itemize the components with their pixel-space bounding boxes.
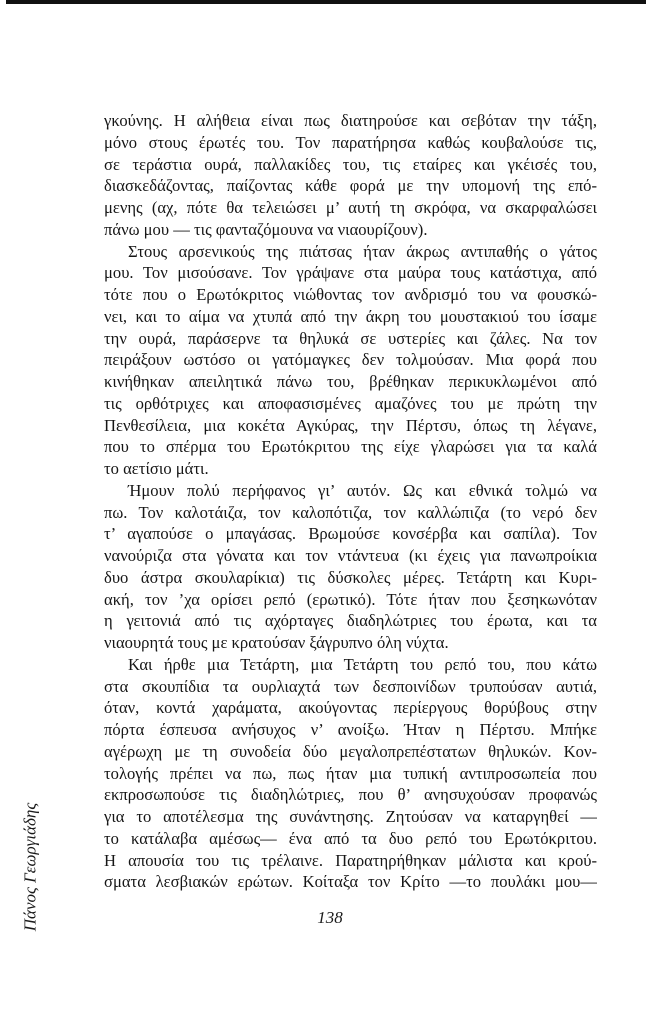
text-line: πάνω μου — τις φανταζόμουνα να νιαουρίζουν). <box>104 219 428 239</box>
text-line: το κατάλαβα αμέσως— ένα από τα δυο ρεπό του Ερωτόκριτου. <box>104 828 597 848</box>
text-line: η γειτονιά από τις αχόρταγες διαδηλώτριες του έρωτα, και τα <box>104 611 597 631</box>
text-line: τότε που ο Ερωτόκριτος νιώθοντας τον ανδρισμό του να φουσκώ- <box>104 285 597 304</box>
paragraph-4 <box>104 654 597 893</box>
text-line: τ’ αγαπούσε ο μπαγάσας. Βρωμούσε κονσέρβα και σαπίλα). Τον <box>104 524 597 544</box>
text-line: πόρτα έσπευσα ανήσυχος ν’ ανοίξω. Ήταν η Πέρτσυ. Μπήκε <box>104 720 597 739</box>
paragraph-1 <box>104 110 597 241</box>
text-line: γκούνης. Η αλήθεια είναι πως διατηρούσε και σεβόταν την τάξη, <box>104 111 597 130</box>
text-line: μου. Τον μισούσανε. Τον γράψανε στα μαύρα τους κατάστιχα, από <box>104 263 597 283</box>
text-line: στα σκουπίδια τα ουρλιαχτά των δεσποινίδων τρυπούσαν αυτιά, <box>104 676 597 696</box>
text-line: πειράξουν ωστόσο οι γατόμαγκες δεν τολμούσαν. Μια φορά που <box>104 350 597 370</box>
text-line: σε τεράστια ουρά, παλλακίδες του, τις εταίρες και γκέισές του, <box>104 154 597 174</box>
text-line: αγέρωχη με τη συνοδεία δύο μεγαλοπρεπέστατων θηλυκών. Κον- <box>104 741 597 761</box>
running-head-author <box>20 749 40 984</box>
text-line: Και ήρθε μια Τετάρτη, μια Τετάρτη του ρεπό του, που κάτω <box>128 654 597 674</box>
text-line: όταν, κοντά χαράματα, ακούγοντας περίεργους θορύβους στην <box>104 698 597 718</box>
text-line: την ουρά, παράσερνε τα θηλυκά σε υστερίες και ζάλες. Να τον <box>104 328 597 348</box>
text-line: νει, και το αίμα να χτυπά από την άκρη του μουστακιού του ίσαμε <box>104 306 597 326</box>
text-line: ακή, τον ’χα ορίσει ρεπό (ερωτικό). Τότε ήταν που ξεσηκωνόταν <box>104 589 597 609</box>
text-line: σματα λεσβιακών ερώτων. Κοίταξα τον Κρίτο —το πουλάκι μου— <box>104 872 597 892</box>
running-head-text: Πάνος Γεωργιάδης <box>20 802 40 931</box>
text-line: τις ορθότριχες και αποφασισμένες αμαζόνες του με πρώτη την <box>104 393 597 413</box>
text-line: Στους αρσενικούς της πιάτσας ήταν άκρως αντιπαθής ο γάτος <box>128 241 597 261</box>
text-line: Η απουσία του τις τρέλαινε. Παρατηρήθηκαν μάλιστα και κρού- <box>104 850 597 870</box>
text-line: μενης (αχ, πότε θα τελειώσει μ’ αυτή τη σκρόφα, να σκαρφαλώσει <box>104 198 597 217</box>
text-line: για το αποτέλεσμα της συνάντησης. Ζητούσαν να καταργηθεί — <box>104 807 597 826</box>
text-line: διασκεδάζοντας, παίζοντας κάθε φορά με την υπομονή της επό- <box>104 176 597 196</box>
text-line: νιαουρητά τους με κρατούσαν ξάγρυπνο όλη νύχτα. <box>104 633 449 652</box>
text-line: νανούριζα στα γόνατα και τον ντάντευα (κι έχεις για πανωπροίκια <box>104 546 597 565</box>
text-line: το αετίσιο μάτι. <box>104 459 209 478</box>
body-text <box>104 110 597 893</box>
text-line: μόνο στους έρωτές του. Τον παρατήρησα καθώς κουβαλούσε τις, <box>104 132 597 152</box>
paragraph-3 <box>104 480 597 654</box>
top-edge-rule <box>6 0 646 4</box>
page-number: 138 <box>317 908 343 927</box>
text-line: Πενθεσίλεια, μια κοκέτα Αγκύρας, την Πέρτσυ, όπως τη λέγανε, <box>104 415 597 435</box>
text-line: τολογής πρέπει να πω, πως ήταν μια τυπική αντιπροσωπεία που <box>104 763 597 783</box>
paragraph-2 <box>104 241 597 480</box>
text-line: κινήθηκαν απειλητικά πάνω του, βρέθηκαν περικυκλωμένοι από <box>104 372 597 391</box>
text-line: εκπροσωπούσε τις διαδηλώτριες, που θ’ ανησυχούσαν προφανώς <box>104 785 597 805</box>
text-line: που το σπέρμα του Ερωτόκριτου της είχε γλαρώσει για τα καλά <box>104 437 597 457</box>
text-line: Ήμουν πολύ περήφανος γι’ αυτόν. Ως και εθνικά τολμώ να <box>128 480 597 500</box>
text-line: πω. Τον καλοτάιζα, τον καλοπότιζα, τον καλλώπιζα (το νερό δεν <box>104 502 597 522</box>
text-line: δυο άστρα σκουλαρίκια) τις δύσκολες μέρες. Τετάρτη και Κυρι- <box>104 567 597 587</box>
